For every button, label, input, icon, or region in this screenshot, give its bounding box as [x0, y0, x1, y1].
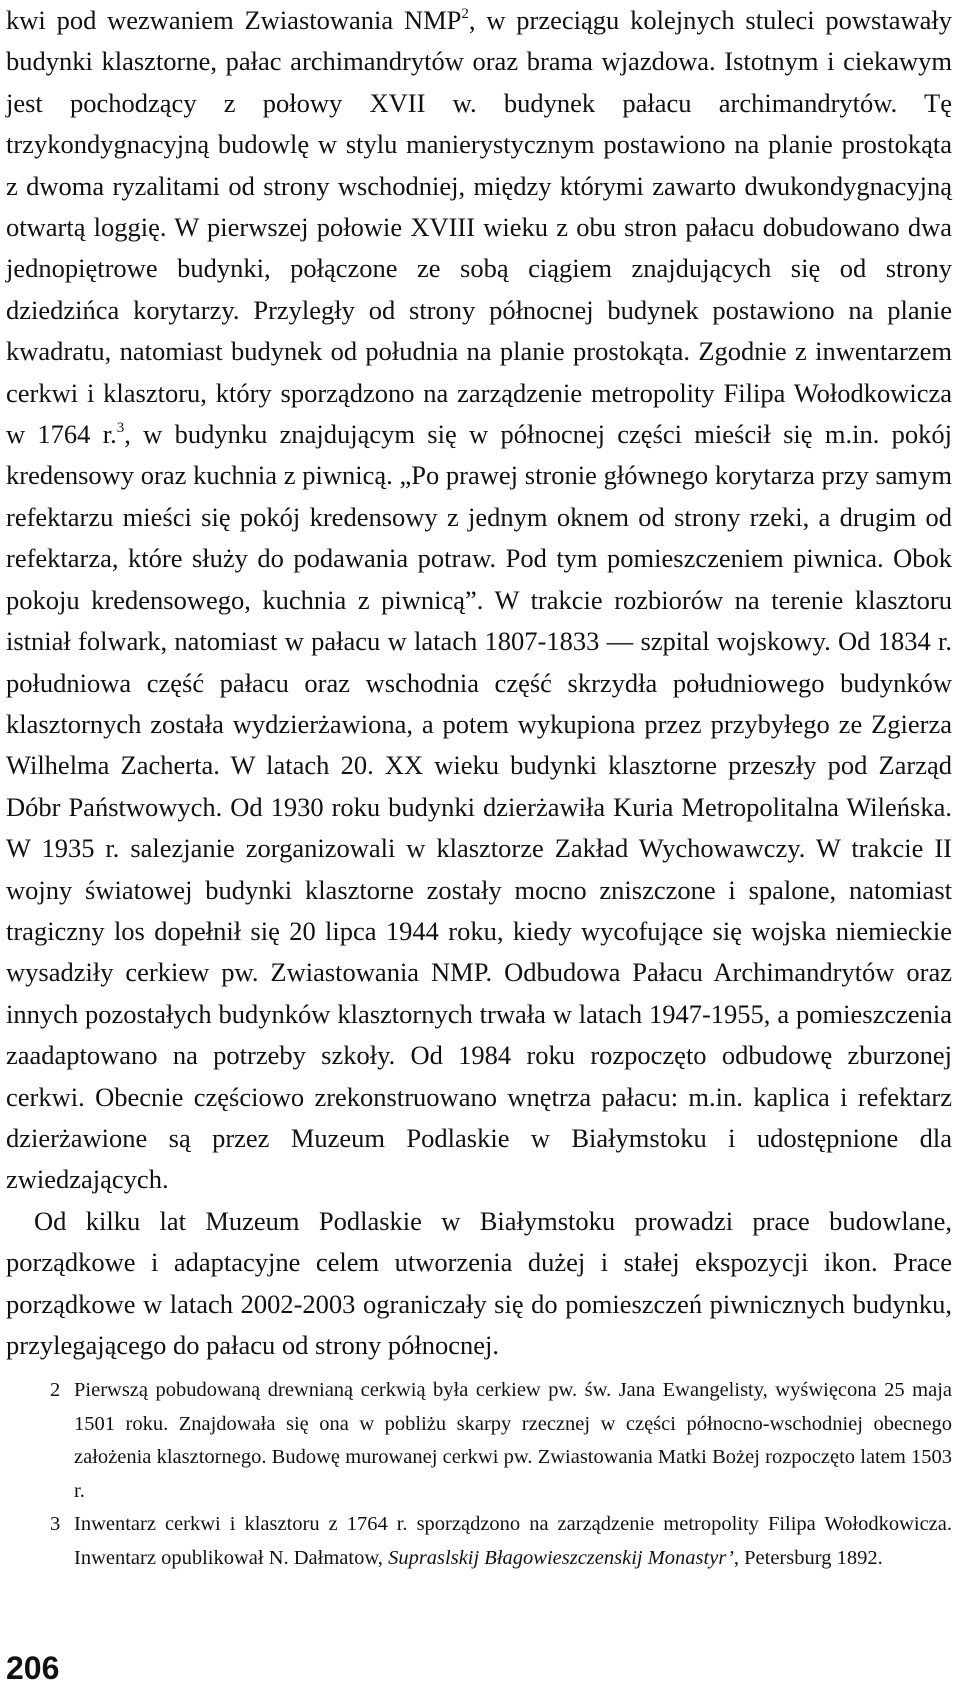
- footnote-text: Pierwszą pobudowaną drewnianą cerkwią była cerkiew pw. św. Jana Ewangelisty, wyświęcona 25 maja 1501 roku. Znajdowała się ona w pobliżu skarpy rzecznej w części północno-wschodniej obecnego założenia klasztornego. Budowę murowanej cerkwi pw. Zwiastowania Matki Bożej rozpoczęto latem 1503 r.: [74, 1379, 952, 1502]
- page-number: 206: [6, 1650, 60, 1686]
- footnote: [50, 1508, 952, 1575]
- paragraph-text: , w przeciągu kolejnych stuleci powstawały budynki klasztorne, pałac archimandrytów oraz brama wjazdowa. Istotnym i ciekawym jest pochodzący z połowy XVII w. budynek pałacu archimandrytów. Tę trzykondygnacyjną budowlę w stylu manierystycznym postawiono na planie prostokąta z dwoma ryzalitami od strony wschodniej, między którymi zawarto dwukondygnacyjną otwartą loggię. W pierwszej połowie XVIII wieku z obu stron pałacu dobudowano dwa jednopiętrowe budynki, połączone ze sobą ciągiem znajdujących się od strony dziedzińca korytarzy. Przyległy od strony północnej budynek postawiono na planie kwadratu, natomiast budynek od południa na planie prostokąta. Zgodnie z inwentarzem cerkwi i klasztoru, który sporządzono na zarządzenie metropolity Filipa Wołodkowicza w 1764 r.: [6, 5, 952, 450]
- document-page: [6, 0, 952, 1575]
- body-paragraph: [6, 0, 952, 1201]
- body-paragraph: Od kilku lat Muzeum Podlaskie w Białymstoku prowadzi prace budowlane, porządkowe i adaptacyjne celem utworzenia dużej i stałej ekspozycji ikon. Prace porządkowe w latach 2002-2003 ograniczały się do pomieszczeń piwnicznych budynku, przylegającego do pałacu od strony północnej.: [6, 1205, 952, 1360]
- footnote-text: [74, 1513, 952, 1569]
- footnote-reference[interactable]: 3: [116, 420, 125, 437]
- footnote-text-part: , Petersburg 1892.: [733, 1546, 883, 1569]
- paragraph-text: kwi pod wezwaniem Zwiastowania NMP: [6, 5, 462, 35]
- footnote: [50, 1374, 952, 1508]
- footnotes: [50, 1374, 952, 1575]
- footnote-number: 2: [50, 1379, 61, 1402]
- footnote-text-part: Inwentarz cerkwi i klasztoru z 1764 r. sporządzono na zarządzenie metropolity Filipa Wołodkowicza. Inwentarz opublikował N. Dałmatow,: [74, 1513, 952, 1569]
- cited-title: Supraslskij Błagowieszczenskij Monastyr’: [388, 1546, 734, 1569]
- footnote-number: 3: [50, 1513, 61, 1536]
- paragraph-text: , w budynku znajdującym się w północnej części mieścił się m.in. pokój kredensowy oraz kuchnia z piwnicą. „Po prawej stronie głównego korytarza przy samym refektarzu mieści się pokój kredensowy z jednym oknem od strony rzeki, a drugim od refektarza, które służy do podawania potraw. Pod tym pomieszczeniem piwnica. Obok pokoju kredensowego, kuchnia z piwnicą”. W trakcie rozbiorów na terenie klasztoru istniał folwark, natomiast w pałacu w latach 1807-1833 — szpital wojskowy. Od 1834 r. południowa część pałacu oraz wschodnia część skrzydła południowego budynków klasztornych została wydzierżawiona, a potem wykupiona przez przybyłego ze Zgierza Wilhelma Zacherta. W latach 20. XX wieku budynki klasztorne przeszły pod Zarząd Dóbr Państwowych. Od 1930 roku budynki dzierżawiła Kuria Metropolitalna Wileńska. W 1935 r. salezjanie zorganizowali w klasztorze Zakład Wychowawczy. W trakcie II wojny światowej budynki klasztorne zostały mocno zniszczone i spalone, natomiast tragiczny los dopełnił się 20 lipca 1944 roku, kiedy wycofujące się wojska niemieckie wysadziły cerkiew pw. Zwiastowania NMP. Odbudowa Pałacu Archimandrytów oraz innych pozostałych budynków klasztornych trwała w latach 1947-1955, a pomieszczenia zaadaptowano na potrzeby szkoły. Od 1984 roku rozpoczęto odbudowę zburzonej cerkwi. Obecnie częściowo zrekonstruowano wnętrza pałacu: m.in. kaplica i refektarz dzierżawione są przez Muzeum Podlaskie w Białymstoku i udostępnione dla zwiedzających.: [6, 419, 952, 1195]
- footnote-reference[interactable]: 2: [461, 6, 469, 22]
